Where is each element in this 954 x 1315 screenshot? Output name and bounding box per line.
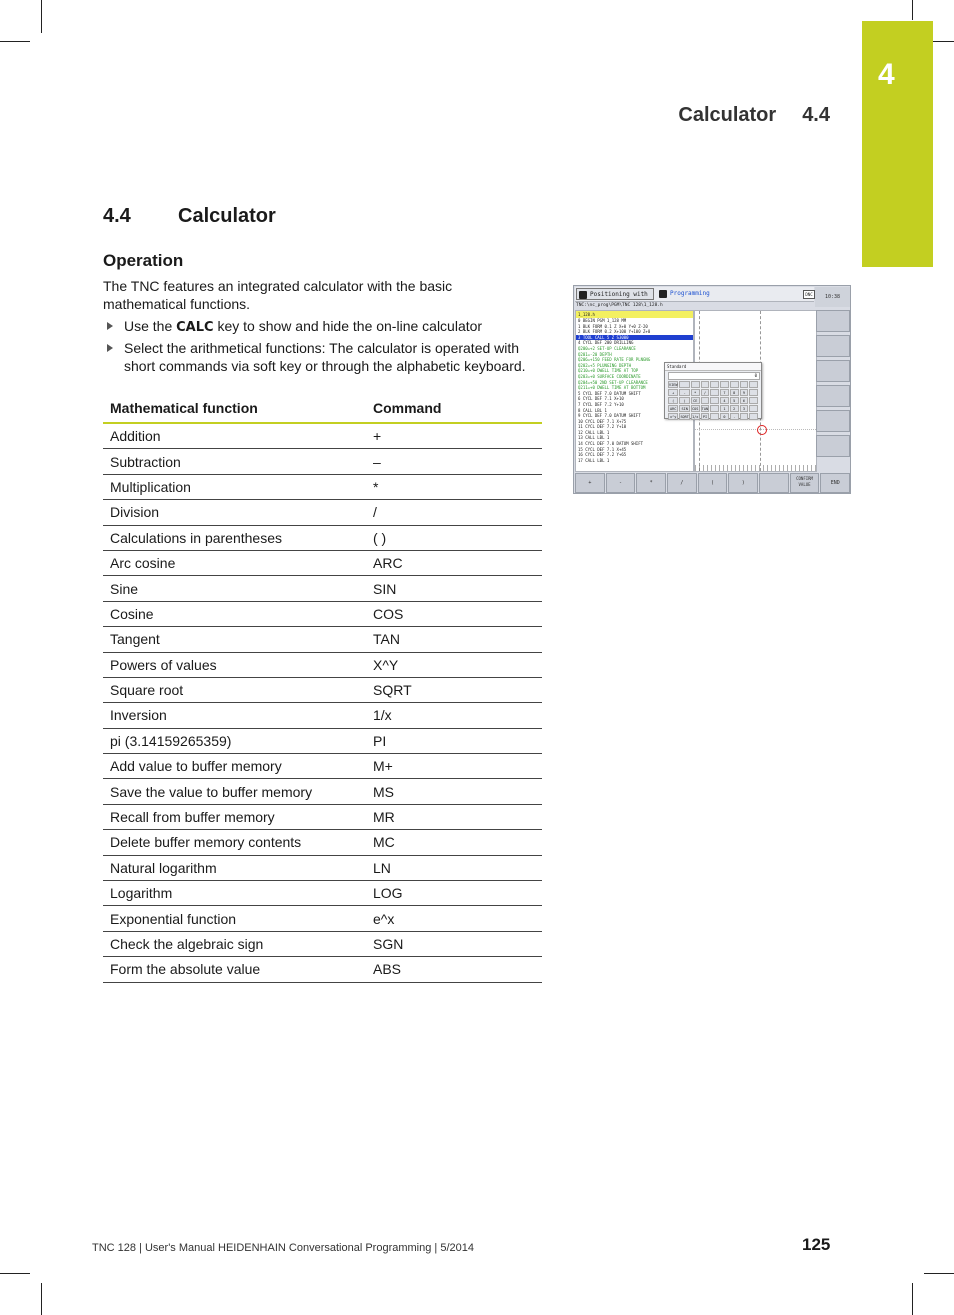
calculator-key[interactable]: 1	[720, 405, 729, 412]
function-cell: Recall from buffer memory	[103, 804, 366, 829]
running-head	[678, 104, 830, 127]
softkey[interactable]: -	[606, 473, 636, 493]
calculator-key[interactable]	[749, 405, 758, 412]
calculator-key[interactable]: 7	[720, 389, 729, 396]
play-icon	[659, 290, 667, 298]
graphic-axis	[695, 429, 816, 430]
program-line[interactable]: Q206=+150 FEED RATE FOR PLNGNG	[578, 357, 651, 363]
program-line[interactable]: 16 CYCL DEF 7.2 Y+65	[578, 452, 627, 458]
table-row	[103, 423, 542, 449]
table-row	[103, 474, 542, 499]
table-row	[103, 576, 542, 601]
program-line[interactable]: 2 BLK FORM 0.2 X+100 Y+100 Z+0	[578, 329, 651, 335]
function-cell: Calculations in parentheses	[103, 525, 366, 550]
column-header: Mathematical function	[103, 396, 366, 423]
bullet-item	[103, 318, 533, 337]
softkey[interactable]: *	[636, 473, 666, 493]
bullet-text: Select the arithmetical functions: The calculator is operated with short commands via soft key or through the alphabetic keyboard.	[124, 340, 526, 374]
calculator-key[interactable]	[740, 381, 749, 388]
softkey[interactable]: +	[575, 473, 605, 493]
mode-tab-label: Programming	[670, 290, 710, 297]
arrow-bullet-icon	[107, 322, 113, 330]
running-head-title: Calculator	[678, 104, 777, 126]
table-row	[103, 525, 542, 550]
chapter-tab	[862, 21, 933, 267]
calc-key-label: CALC	[176, 320, 214, 335]
calculator-key[interactable]: *	[691, 389, 700, 396]
program-line[interactable]: 4 CYCL DEF 200 DRILLING	[578, 340, 634, 346]
function-cell: Delete buffer memory contents	[103, 830, 366, 855]
calculator-key[interactable]	[710, 381, 719, 388]
crop-mark	[41, 1283, 42, 1315]
table-row	[103, 881, 542, 906]
table-row	[103, 779, 542, 804]
calculator-key[interactable]: 8	[730, 389, 739, 396]
function-cell: Natural logarithm	[103, 855, 366, 880]
calculator-key[interactable]: /	[701, 389, 710, 396]
command-cell: TAN	[366, 627, 542, 652]
softkey[interactable]	[759, 473, 789, 493]
function-cell: Tangent	[103, 627, 366, 652]
program-line[interactable]: 17 CALL LBL 1	[578, 457, 610, 463]
calculator-key[interactable]	[720, 381, 729, 388]
function-cell: Check the algebraic sign	[103, 931, 366, 956]
function-cell: Subtraction	[103, 449, 366, 474]
program-line[interactable]: 6 CYCL DEF 7.1 X+10	[578, 396, 624, 402]
calculator-key[interactable]: (	[668, 397, 678, 404]
command-cell: COS	[366, 601, 542, 626]
command-cell: M+	[366, 754, 542, 779]
table-row	[103, 449, 542, 474]
program-line[interactable]: 11 CYCL DEF 7.2 Y+10	[578, 424, 627, 430]
intro-paragraph: The TNC features an integrated calculator with the basic mathematical functions.	[103, 278, 453, 312]
command-cell: MR	[366, 804, 542, 829]
table-row	[103, 830, 542, 855]
table-row	[103, 703, 542, 728]
command-cell: X^Y	[366, 652, 542, 677]
table-row	[103, 906, 542, 931]
calculator-key[interactable]: COS	[692, 407, 699, 411]
calculator-key[interactable]	[730, 381, 739, 388]
program-line[interactable]: 5 CYCL DEF 7.0 DATUM SHIFT	[578, 390, 641, 396]
softkey[interactable]	[816, 385, 850, 407]
calculator-key[interactable]	[749, 397, 758, 404]
command-cell: –	[366, 449, 542, 474]
calculator-key[interactable]: ARC	[668, 405, 678, 412]
function-cell: Inversion	[103, 703, 366, 728]
section-number: 4.4	[103, 205, 131, 227]
calculator-key[interactable]: TAN	[701, 407, 709, 411]
page-number: 125	[802, 1235, 831, 1254]
graphic-ruler	[695, 465, 816, 471]
calculator-key[interactable]: 4	[720, 397, 729, 404]
program-line[interactable]: Q204=+50 2ND SET-UP CLEARANCE	[578, 379, 648, 385]
arrow-bullet-icon	[107, 344, 113, 352]
calculator-key[interactable]: 0	[720, 413, 729, 420]
program-line[interactable]: 1 BLK FORM 0.1 Z X+0 Y+0 Z-20	[578, 323, 648, 329]
section-heading: Calculator	[178, 205, 276, 227]
command-cell: ABS	[366, 957, 542, 982]
calculator-key[interactable]: SQRT	[680, 415, 689, 419]
table-row	[103, 957, 542, 982]
calculator-key[interactable]	[740, 413, 749, 420]
command-cell: SGN	[366, 931, 542, 956]
crop-mark	[912, 1283, 913, 1315]
horizontal-softkeys	[575, 473, 850, 493]
command-cell: *	[366, 474, 542, 499]
program-line[interactable]: Q211=+0 DWELL TIME AT BOTTOM	[578, 385, 646, 391]
table-row	[103, 931, 542, 956]
table-header-row	[103, 396, 542, 423]
table-row	[103, 500, 542, 525]
command-cell: MS	[366, 779, 542, 804]
calculator-key[interactable]	[749, 381, 758, 388]
subsection-title: Operation	[103, 251, 184, 270]
calculator-key[interactable]: +	[668, 389, 678, 396]
calculator-key[interactable]: VIEW	[669, 383, 678, 387]
calculator-key[interactable]: )	[679, 397, 689, 404]
function-cell: Sine	[103, 576, 366, 601]
calculator-key[interactable]: SIN	[679, 405, 689, 412]
chapter-number: 4	[878, 58, 895, 91]
calculator-key[interactable]: x^y	[668, 413, 678, 420]
program-line[interactable]: 7 CYCL DEF 7.2 Y+10	[578, 401, 624, 407]
function-cell: Powers of values	[103, 652, 366, 677]
calculator-key[interactable]: 9	[740, 389, 749, 396]
calculator-key[interactable]: 2	[730, 405, 739, 412]
table-row	[103, 627, 542, 652]
program-path: TNC:\nc_prog\PGM\TNC 128\1_128.h	[576, 303, 663, 308]
program-line[interactable]: 13 CALL LBL 1	[578, 435, 610, 441]
command-cell: LOG	[366, 881, 542, 906]
mode-tab-positioning[interactable]	[576, 288, 654, 300]
column-header: Command	[366, 396, 542, 423]
function-cell: Multiplication	[103, 474, 366, 499]
command-cell: SIN	[366, 576, 542, 601]
softkey[interactable]: /	[667, 473, 697, 493]
calculator-key[interactable]	[679, 381, 689, 388]
bullet-text	[124, 318, 533, 337]
function-cell: Exponential function	[103, 906, 366, 931]
tnc-screenshot	[573, 285, 851, 494]
command-cell: MC	[366, 830, 542, 855]
function-cell: Logarithm	[103, 881, 366, 906]
calculator-key[interactable]	[691, 381, 700, 388]
function-table	[103, 396, 542, 983]
softkey[interactable]: CONFIRM VALUE	[790, 473, 820, 493]
section-title	[103, 205, 276, 228]
softkey[interactable]	[816, 410, 850, 432]
program-line[interactable]: 10 CYCL DEF 7.1 X+75	[578, 418, 627, 424]
table-row	[103, 677, 542, 702]
softkey[interactable]	[816, 310, 850, 332]
function-cell: Square root	[103, 677, 366, 702]
program-line[interactable]: Q200=+2 SET-UP CLEARANCE	[578, 345, 636, 351]
function-cell: Form the absolute value	[103, 957, 366, 982]
command-cell: ( )	[366, 525, 542, 550]
vertical-softkeys	[816, 310, 850, 460]
command-cell: +	[366, 423, 542, 449]
softkey[interactable]: )	[728, 473, 758, 493]
bullet-item	[103, 340, 533, 375]
calculator-key[interactable]	[701, 381, 710, 388]
function-cell: Add value to buffer memory	[103, 754, 366, 779]
dnc-badge: DNC	[803, 290, 815, 299]
function-cell: pi (3.14159265359)	[103, 728, 366, 753]
calculator-key[interactable]	[701, 397, 710, 404]
function-cell: Cosine	[103, 601, 366, 626]
program-header: 1_128.h	[576, 311, 693, 318]
play-icon	[579, 291, 587, 299]
bullet-text-pre: Use the	[124, 318, 177, 334]
table-row	[103, 652, 542, 677]
table-row	[103, 550, 542, 575]
command-cell: 1/x	[366, 703, 542, 728]
function-cell: Division	[103, 500, 366, 525]
command-cell: /	[366, 500, 542, 525]
crop-mark	[912, 0, 913, 20]
table-row	[103, 754, 542, 779]
function-cell: Save the value to buffer memory	[103, 779, 366, 804]
command-cell: PI	[366, 728, 542, 753]
crop-mark	[41, 0, 42, 33]
mode-tab-label: Positioning with	[590, 291, 648, 298]
program-line[interactable]: 9 CYCL DEF 7.0 DATUM SHIFT	[578, 413, 641, 419]
calculator-key[interactable]	[749, 413, 758, 420]
crop-mark	[0, 41, 30, 42]
softkey[interactable]	[816, 435, 850, 457]
command-cell: e^x	[366, 906, 542, 931]
calculator-key[interactable]	[710, 413, 719, 420]
program-line[interactable]: 15 CYCL DEF 7.1 X+45	[578, 446, 627, 452]
program-line[interactable]: Q203=+0 SURFACE COORDINATE	[578, 373, 641, 379]
calculator-key[interactable]: 5	[730, 397, 739, 404]
function-cell: Arc cosine	[103, 550, 366, 575]
table-row	[103, 728, 542, 753]
calculator-key[interactable]: 1/x	[692, 415, 699, 419]
program-line[interactable]: 14 CYCL DEF 7.0 DATUM SHIFT	[578, 441, 644, 447]
footer-text: TNC 128 | User's Manual HEIDENHAIN Conversational Programming | 5/2014	[92, 1242, 474, 1254]
function-cell: Addition	[103, 423, 366, 449]
softkey[interactable]: END	[820, 473, 850, 493]
crop-mark	[0, 1273, 30, 1274]
bullet-text-post: key to show and hide the on-line calculator	[213, 318, 483, 334]
calculator-key[interactable]	[710, 405, 719, 412]
command-cell: ARC	[366, 550, 542, 575]
table-row	[103, 804, 542, 829]
calculator-key[interactable]: 6	[740, 397, 749, 404]
calculator-key[interactable]: PI	[701, 413, 710, 420]
calculator-key[interactable]	[749, 389, 758, 396]
calculator-key[interactable]	[710, 397, 719, 404]
tool-position-marker	[757, 425, 767, 435]
calculator-window[interactable]	[664, 362, 762, 419]
table-row	[103, 601, 542, 626]
program-line[interactable]: Q201=-20 DEPTH	[578, 351, 612, 357]
softkey[interactable]	[816, 360, 850, 382]
command-cell: SQRT	[366, 677, 542, 702]
program-line[interactable]: 3 TOOL CALL 5 Z S3000	[576, 335, 693, 341]
command-cell: LN	[366, 855, 542, 880]
softkey[interactable]	[816, 335, 850, 357]
program-line[interactable]: 8 CALL LBL 1	[578, 407, 607, 413]
calculator-display: 0	[668, 372, 760, 380]
program-line[interactable]: Q202=+5 PLUNGING DEPTH	[578, 362, 631, 368]
program-line[interactable]: 0 BEGIN PGM 1_128 MM	[578, 318, 627, 323]
mode-tab-programming[interactable]	[657, 288, 737, 300]
calculator-key[interactable]: 3	[740, 405, 749, 412]
calculator-keypad	[668, 381, 758, 420]
program-line[interactable]: Q210=+0 DWELL TIME AT TOP	[578, 368, 639, 374]
softkey[interactable]: (	[698, 473, 728, 493]
running-head-section: 4.4	[802, 104, 830, 126]
crop-mark	[924, 1273, 954, 1274]
calculator-key[interactable]: .	[730, 413, 739, 420]
program-line[interactable]: 12 CALL LBL 1	[578, 429, 610, 435]
table-row	[103, 855, 542, 880]
calculator-key[interactable]	[710, 389, 719, 396]
calculator-title: Standard	[665, 363, 761, 371]
calculator-key[interactable]: CE	[691, 397, 700, 404]
calculator-key[interactable]: -	[679, 389, 689, 396]
mode-bar	[575, 287, 814, 302]
clock: 10:38	[815, 287, 850, 307]
